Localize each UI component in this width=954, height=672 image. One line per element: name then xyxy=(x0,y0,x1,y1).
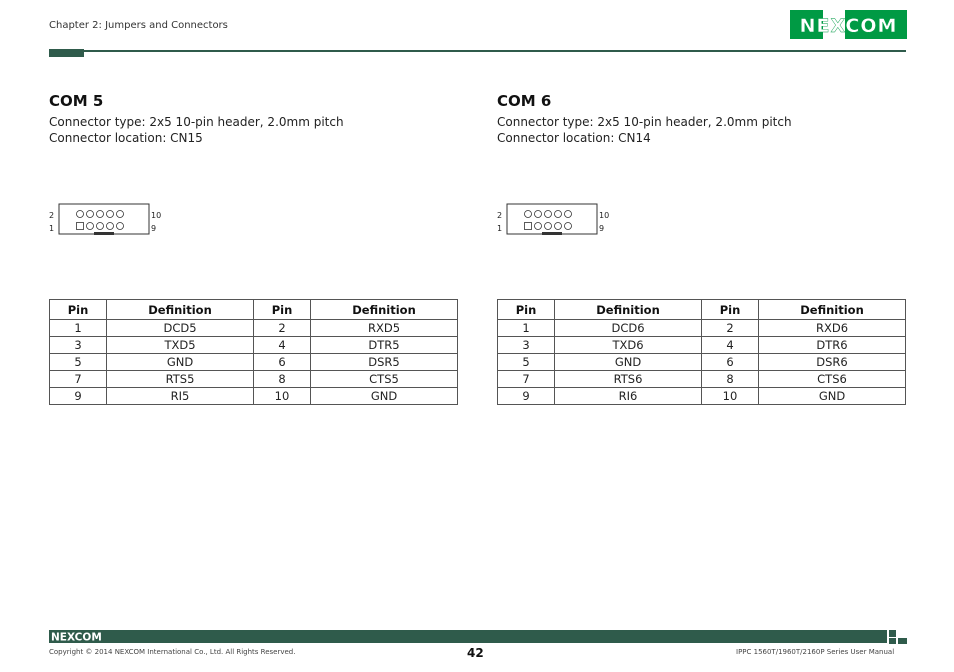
table-header-cell: Pin xyxy=(702,300,759,320)
table-cell: TXD5 xyxy=(107,337,254,354)
table-header-cell: Definition xyxy=(759,300,906,320)
table-header-row xyxy=(498,300,906,320)
table-cell: DSR5 xyxy=(311,354,458,371)
connector-body xyxy=(59,204,149,234)
header-tab-marker xyxy=(49,49,84,57)
pin-hole xyxy=(525,211,532,218)
table-row xyxy=(498,320,906,337)
connector-body xyxy=(507,204,597,234)
table-header-cell: Pin xyxy=(254,300,311,320)
pin-1-square xyxy=(525,223,532,230)
pin-hole xyxy=(565,223,572,230)
table-row xyxy=(498,354,906,371)
pin-hole xyxy=(555,223,562,230)
table-row xyxy=(498,371,906,388)
table-cell: DTR5 xyxy=(311,337,458,354)
table-cell: 9 xyxy=(50,388,107,405)
pin-label-top-right: 10 xyxy=(599,211,610,220)
table-cell: 5 xyxy=(50,354,107,371)
pin-hole xyxy=(535,211,542,218)
connector-type: Connector type: 2x5 10-pin header, 2.0mm pitch xyxy=(497,115,792,129)
section-title: COM 6 xyxy=(497,92,552,110)
connector-key xyxy=(542,232,562,235)
nexcom-logo-text: NEXCOM xyxy=(799,15,898,37)
footer-logo-text: NEXCOM xyxy=(51,631,102,642)
table-cell: 2 xyxy=(254,320,311,337)
table-cell: RXD5 xyxy=(311,320,458,337)
pin-definition-table xyxy=(49,299,458,405)
pin-hole xyxy=(545,211,552,218)
table-cell: RI6 xyxy=(555,388,702,405)
table-header-cell: Definition xyxy=(311,300,458,320)
pin-label-top-right: 10 xyxy=(151,211,162,220)
table-cell: 1 xyxy=(50,320,107,337)
footer-squares-icon xyxy=(889,630,907,644)
table-cell: 7 xyxy=(50,371,107,388)
pin-hole xyxy=(97,223,104,230)
table-cell: GND xyxy=(107,354,254,371)
connector-location: Connector location: CN15 xyxy=(49,131,203,145)
table-header-cell: Pin xyxy=(50,300,107,320)
table-cell: 3 xyxy=(50,337,107,354)
pin-hole xyxy=(97,211,104,218)
table-cell: GND xyxy=(311,388,458,405)
pin-hole xyxy=(117,223,124,230)
table-cell: TXD6 xyxy=(555,337,702,354)
connector-header-diagram xyxy=(506,203,636,243)
table-cell: 5 xyxy=(498,354,555,371)
table-cell: 4 xyxy=(702,337,759,354)
page-number: 42 xyxy=(467,646,484,660)
pin-hole xyxy=(565,211,572,218)
table-cell: DCD5 xyxy=(107,320,254,337)
table-cell: 10 xyxy=(254,388,311,405)
pin-label-top-left: 2 xyxy=(49,211,55,220)
table-header-cell: Definition xyxy=(107,300,254,320)
pin-label-bottom-right: 9 xyxy=(599,224,605,233)
connector-type: Connector type: 2x5 10-pin header, 2.0mm pitch xyxy=(49,115,344,129)
table-cell: 4 xyxy=(254,337,311,354)
table-cell: 1 xyxy=(498,320,555,337)
table-cell: 2 xyxy=(702,320,759,337)
table-cell: GND xyxy=(759,388,906,405)
pin-1-square xyxy=(77,223,84,230)
chapter-title: Chapter 2: Jumpers and Connectors xyxy=(49,20,228,31)
connector-header-diagram xyxy=(58,203,188,243)
pin-label-bottom-left: 1 xyxy=(49,224,55,233)
pin-label-top-left: 2 xyxy=(497,211,503,220)
table-cell: 8 xyxy=(254,371,311,388)
pin-hole xyxy=(555,211,562,218)
table-cell: GND xyxy=(555,354,702,371)
table-cell: 9 xyxy=(498,388,555,405)
footer-nexcom-logo xyxy=(49,631,109,642)
pin-hole xyxy=(77,211,84,218)
pin-label-bottom-left: 1 xyxy=(497,224,503,233)
copyright: Copyright © 2014 NEXCOM International Co., Ltd. All Rights Reserved. xyxy=(49,648,296,656)
table-header-cell: Definition xyxy=(555,300,702,320)
table-cell: 3 xyxy=(498,337,555,354)
table-cell: DCD6 xyxy=(555,320,702,337)
table-cell: 7 xyxy=(498,371,555,388)
pin-hole xyxy=(107,211,114,218)
table-cell: CTS6 xyxy=(759,371,906,388)
table-cell: 6 xyxy=(254,354,311,371)
table-cell: 8 xyxy=(702,371,759,388)
table-row xyxy=(50,388,458,405)
table-header-cell: Pin xyxy=(498,300,555,320)
pin-hole xyxy=(535,223,542,230)
pin-hole xyxy=(545,223,552,230)
table-row xyxy=(50,320,458,337)
table-header-row xyxy=(50,300,458,320)
nexcom-logo xyxy=(790,10,907,39)
table-cell: DTR6 xyxy=(759,337,906,354)
table-cell: RTS6 xyxy=(555,371,702,388)
pin-hole xyxy=(107,223,114,230)
table-cell: DSR6 xyxy=(759,354,906,371)
pin-hole xyxy=(87,211,94,218)
connector-key xyxy=(94,232,114,235)
footer-bar xyxy=(49,630,887,643)
table-row xyxy=(50,354,458,371)
connector-location: Connector location: CN14 xyxy=(497,131,651,145)
table-cell: RTS5 xyxy=(107,371,254,388)
section-title: COM 5 xyxy=(49,92,104,110)
table-row xyxy=(498,337,906,354)
table-cell: CTS5 xyxy=(311,371,458,388)
table-cell: RI5 xyxy=(107,388,254,405)
header-rule xyxy=(49,50,906,52)
pin-label-bottom-right: 9 xyxy=(151,224,157,233)
table-row xyxy=(498,388,906,405)
table-cell: 10 xyxy=(702,388,759,405)
pin-hole xyxy=(87,223,94,230)
table-cell: 6 xyxy=(702,354,759,371)
table-row xyxy=(50,337,458,354)
pin-hole xyxy=(117,211,124,218)
table-cell: RXD6 xyxy=(759,320,906,337)
manual-title: IPPC 1560T/1960T/2160P Series User Manual xyxy=(736,648,895,656)
pin-definition-table xyxy=(497,299,906,405)
table-row xyxy=(50,371,458,388)
